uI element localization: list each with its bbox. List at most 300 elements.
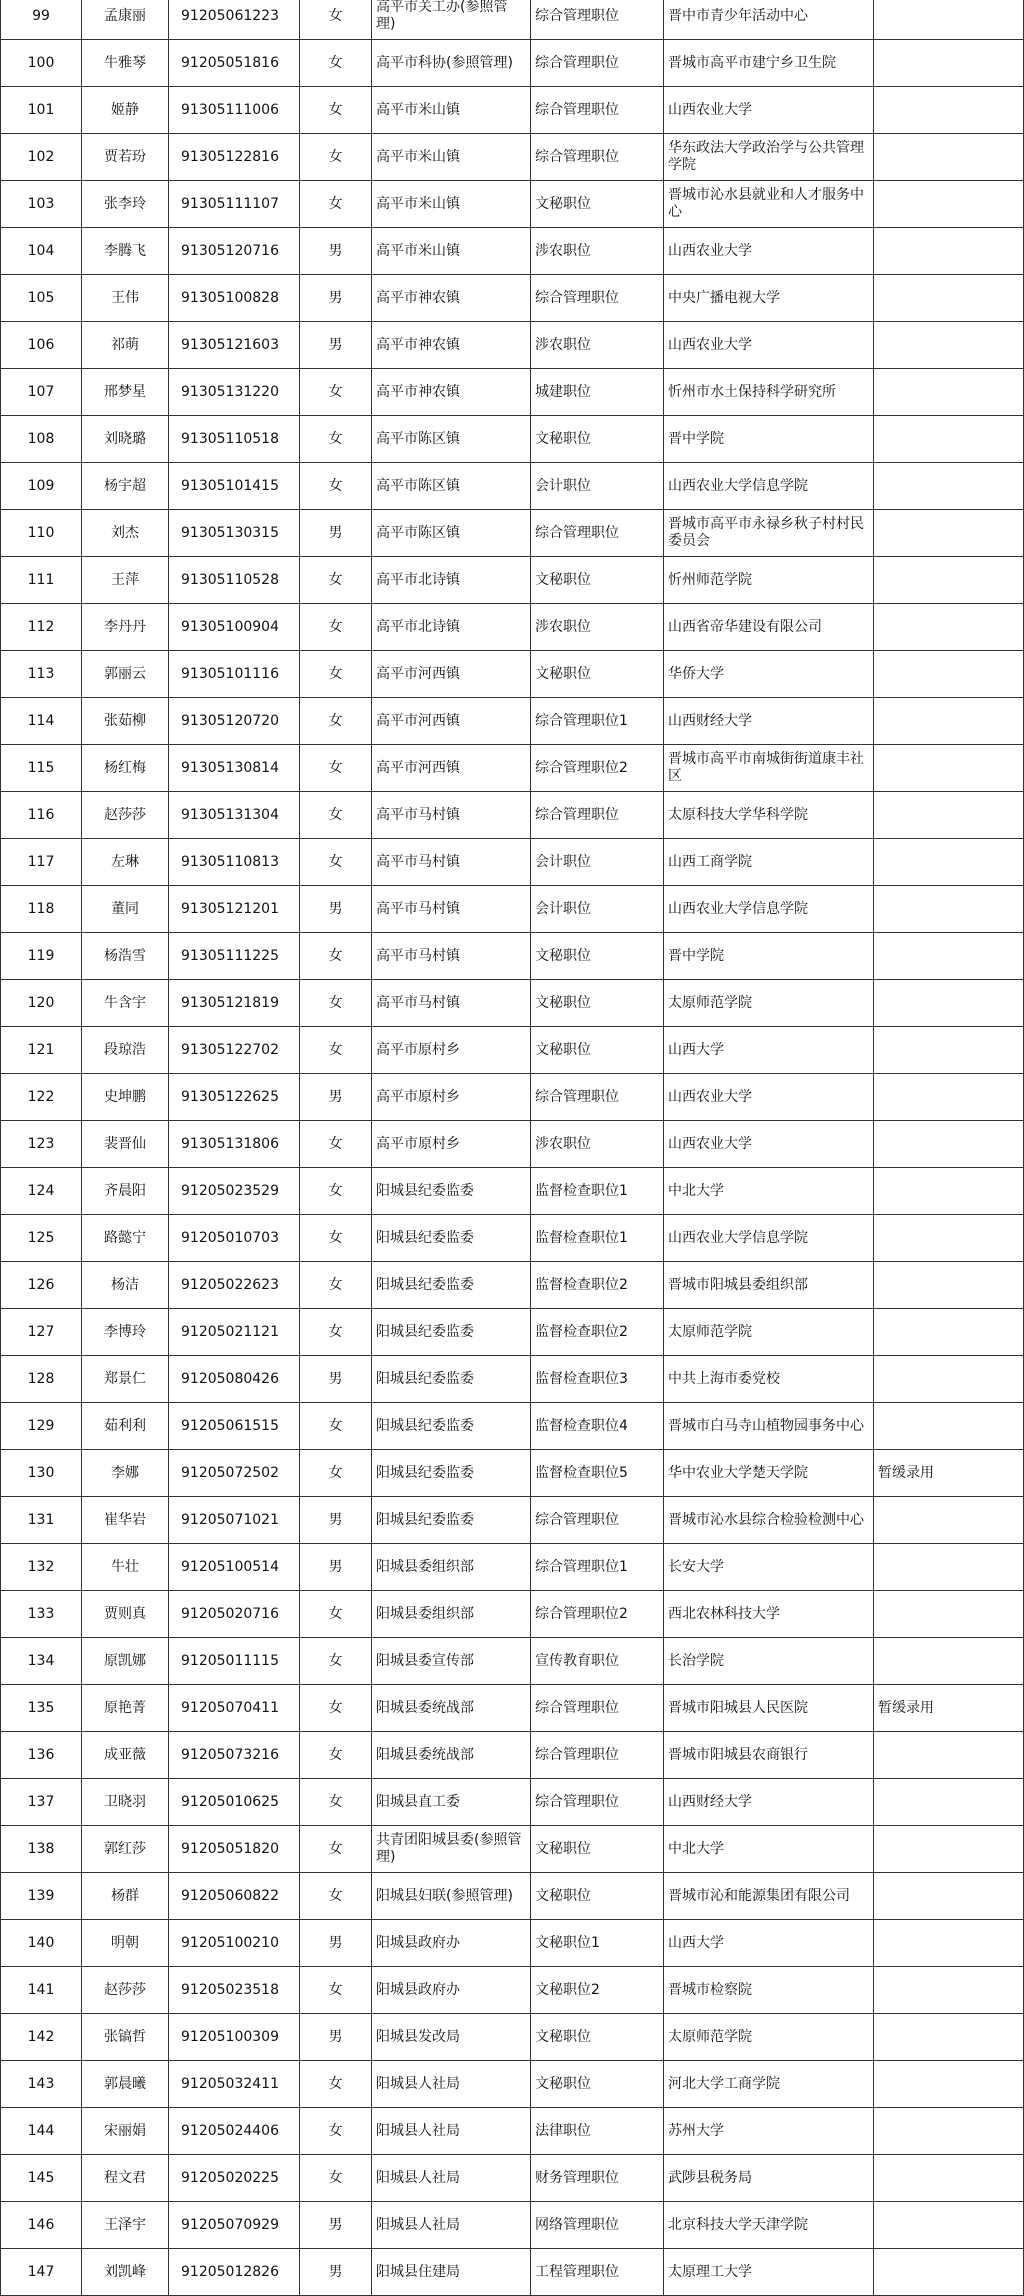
employer-unit-cell: 高平市关工办(参照管理) xyxy=(372,0,531,40)
employer-unit-cell: 阳城县人社局 xyxy=(372,2202,531,2249)
row-number-cell: 105 xyxy=(1,275,82,322)
exam-id-cell: 91305121201 xyxy=(169,886,300,933)
school-or-workplace-cell: 太原科技大学华科学院 xyxy=(664,792,874,839)
employer-unit-cell: 高平市米山镇 xyxy=(372,87,531,134)
remark-cell xyxy=(874,2061,1024,2108)
exam-id-cell: 91205071021 xyxy=(169,1497,300,1544)
remark-cell xyxy=(874,322,1024,369)
school-or-workplace-cell: 晋城市阳城县人民医院 xyxy=(664,1685,874,1732)
remark-cell xyxy=(874,40,1024,87)
candidate-name-cell: 贾则真 xyxy=(82,1591,169,1638)
gender-cell: 女 xyxy=(300,792,372,839)
school-or-workplace-cell: 长治学院 xyxy=(664,1638,874,1685)
row-number-cell: 116 xyxy=(1,792,82,839)
remark-cell xyxy=(874,134,1024,181)
candidate-name-cell: 王泽宇 xyxy=(82,2202,169,2249)
gender-cell: 女 xyxy=(300,1262,372,1309)
position-cell: 监督检查职位4 xyxy=(531,1403,664,1450)
remark-cell xyxy=(874,886,1024,933)
exam-id-cell: 91205024406 xyxy=(169,2108,300,2155)
employer-unit-cell: 阳城县纪委监委 xyxy=(372,1356,531,1403)
exam-id-cell: 91205070411 xyxy=(169,1685,300,1732)
row-number-cell: 144 xyxy=(1,2108,82,2155)
table-row xyxy=(1,1779,1024,1826)
remark-cell xyxy=(874,2014,1024,2061)
exam-id-cell: 91205011115 xyxy=(169,1638,300,1685)
gender-cell: 女 xyxy=(300,0,372,40)
gender-cell: 女 xyxy=(300,2108,372,2155)
remark-cell xyxy=(874,1356,1024,1403)
school-or-workplace-cell: 晋城市沁水县就业和人才服务中心 xyxy=(664,181,874,228)
gender-cell: 女 xyxy=(300,1591,372,1638)
employer-unit-cell: 高平市河西镇 xyxy=(372,651,531,698)
table-row xyxy=(1,275,1024,322)
candidate-name-cell: 左琳 xyxy=(82,839,169,886)
row-number-cell: 136 xyxy=(1,1732,82,1779)
position-cell: 综合管理职位 xyxy=(531,1732,664,1779)
school-or-workplace-cell: 华中农业大学楚天学院 xyxy=(664,1450,874,1497)
row-number-cell: 99 xyxy=(1,0,82,40)
school-or-workplace-cell: 苏州大学 xyxy=(664,2108,874,2155)
school-or-workplace-cell: 山西农业大学信息学院 xyxy=(664,886,874,933)
exam-id-cell: 91305131806 xyxy=(169,1121,300,1168)
remark-cell xyxy=(874,1262,1024,1309)
row-number-cell: 146 xyxy=(1,2202,82,2249)
candidate-name-cell: 成亚薇 xyxy=(82,1732,169,1779)
remark-cell xyxy=(874,2155,1024,2202)
row-number-cell: 117 xyxy=(1,839,82,886)
school-or-workplace-cell: 中北大学 xyxy=(664,1826,874,1873)
table-row xyxy=(1,1074,1024,1121)
employer-unit-cell: 高平市原村乡 xyxy=(372,1074,531,1121)
table-row xyxy=(1,557,1024,604)
position-cell: 文秘职位1 xyxy=(531,1920,664,1967)
gender-cell: 女 xyxy=(300,745,372,792)
exam-id-cell: 91305111107 xyxy=(169,181,300,228)
school-or-workplace-cell: 太原师范学院 xyxy=(664,1309,874,1356)
remark-cell xyxy=(874,369,1024,416)
candidate-name-cell: 李博玲 xyxy=(82,1309,169,1356)
table-row xyxy=(1,2108,1024,2155)
exam-id-cell: 91305120720 xyxy=(169,698,300,745)
candidate-name-cell: 李腾飞 xyxy=(82,228,169,275)
candidate-name-cell: 董同 xyxy=(82,886,169,933)
gender-cell: 男 xyxy=(300,1074,372,1121)
remark-cell xyxy=(874,1027,1024,1074)
school-or-workplace-cell: 晋城市阳城县委组织部 xyxy=(664,1262,874,1309)
school-or-workplace-cell: 西北农林科技大学 xyxy=(664,1591,874,1638)
employer-unit-cell: 阳城县纪委监委 xyxy=(372,1309,531,1356)
row-number-cell: 124 xyxy=(1,1168,82,1215)
row-number-cell: 126 xyxy=(1,1262,82,1309)
remark-cell xyxy=(874,275,1024,322)
gender-cell: 女 xyxy=(300,1826,372,1873)
candidate-name-cell: 牛雅琴 xyxy=(82,40,169,87)
candidate-name-cell: 卫晓羽 xyxy=(82,1779,169,1826)
candidate-name-cell: 邢梦星 xyxy=(82,369,169,416)
candidate-name-cell: 裴晋仙 xyxy=(82,1121,169,1168)
table-row xyxy=(1,1356,1024,1403)
row-number-cell: 101 xyxy=(1,87,82,134)
school-or-workplace-cell: 山西农业大学信息学院 xyxy=(664,463,874,510)
row-number-cell: 140 xyxy=(1,1920,82,1967)
employer-unit-cell: 高平市马村镇 xyxy=(372,839,531,886)
table-row xyxy=(1,181,1024,228)
gender-cell: 女 xyxy=(300,698,372,745)
table-row xyxy=(1,604,1024,651)
school-or-workplace-cell: 河北大学工商学院 xyxy=(664,2061,874,2108)
table-row xyxy=(1,1638,1024,1685)
school-or-workplace-cell: 长安大学 xyxy=(664,1544,874,1591)
gender-cell: 女 xyxy=(300,2061,372,2108)
employer-unit-cell: 阳城县人社局 xyxy=(372,2108,531,2155)
candidate-name-cell: 杨浩雪 xyxy=(82,933,169,980)
table-row xyxy=(1,933,1024,980)
row-number-cell: 119 xyxy=(1,933,82,980)
position-cell: 网络管理职位 xyxy=(531,2202,664,2249)
employer-unit-cell: 阳城县纪委监委 xyxy=(372,1168,531,1215)
employer-unit-cell: 共青团阳城县委(参照管理) xyxy=(372,1826,531,1873)
table-row xyxy=(1,1826,1024,1873)
gender-cell: 女 xyxy=(300,1638,372,1685)
position-cell: 综合管理职位2 xyxy=(531,745,664,792)
row-number-cell: 129 xyxy=(1,1403,82,1450)
gender-cell: 女 xyxy=(300,651,372,698)
row-number-cell: 108 xyxy=(1,416,82,463)
remark-cell xyxy=(874,510,1024,557)
exam-id-cell: 91305110813 xyxy=(169,839,300,886)
candidate-name-cell: 赵莎莎 xyxy=(82,792,169,839)
gender-cell: 女 xyxy=(300,1685,372,1732)
school-or-workplace-cell: 晋城市高平市永禄乡秋子村村民委员会 xyxy=(664,510,874,557)
candidate-name-cell: 程文君 xyxy=(82,2155,169,2202)
position-cell: 监督检查职位5 xyxy=(531,1450,664,1497)
position-cell: 文秘职位 xyxy=(531,1027,664,1074)
employer-unit-cell: 高平市米山镇 xyxy=(372,181,531,228)
remark-cell xyxy=(874,1403,1024,1450)
gender-cell: 女 xyxy=(300,1121,372,1168)
exam-id-cell: 91205032411 xyxy=(169,2061,300,2108)
employer-unit-cell: 阳城县委组织部 xyxy=(372,1544,531,1591)
candidate-name-cell: 杨群 xyxy=(82,1873,169,1920)
employer-unit-cell: 高平市神农镇 xyxy=(372,369,531,416)
school-or-workplace-cell: 山西农业大学 xyxy=(664,228,874,275)
candidate-name-cell: 张李玲 xyxy=(82,181,169,228)
remark-cell xyxy=(874,557,1024,604)
remark-cell: 暂缓录用 xyxy=(874,1450,1024,1497)
school-or-workplace-cell: 晋城市高平市南城街街道康丰社区 xyxy=(664,745,874,792)
school-or-workplace-cell: 山西农业大学 xyxy=(664,1074,874,1121)
position-cell: 会计职位 xyxy=(531,839,664,886)
position-cell: 监督检查职位3 xyxy=(531,1356,664,1403)
table-row xyxy=(1,792,1024,839)
row-number-cell: 137 xyxy=(1,1779,82,1826)
school-or-workplace-cell: 中北大学 xyxy=(664,1168,874,1215)
employer-unit-cell: 阳城县委组织部 xyxy=(372,1591,531,1638)
exam-id-cell: 91305111225 xyxy=(169,933,300,980)
exam-id-cell: 91305110518 xyxy=(169,416,300,463)
candidate-name-cell: 王伟 xyxy=(82,275,169,322)
gender-cell: 女 xyxy=(300,604,372,651)
exam-id-cell: 91205060822 xyxy=(169,1873,300,1920)
school-or-workplace-cell: 山西农业大学信息学院 xyxy=(664,1215,874,1262)
gender-cell: 男 xyxy=(300,2202,372,2249)
school-or-workplace-cell: 晋中学院 xyxy=(664,933,874,980)
table-row xyxy=(1,698,1024,745)
table-row xyxy=(1,839,1024,886)
candidate-name-cell: 姬静 xyxy=(82,87,169,134)
employer-unit-cell: 阳城县直工委 xyxy=(372,1779,531,1826)
exam-id-cell: 91205051816 xyxy=(169,40,300,87)
table-row xyxy=(1,40,1024,87)
exam-id-cell: 91205080426 xyxy=(169,1356,300,1403)
gender-cell: 女 xyxy=(300,1027,372,1074)
position-cell: 综合管理职位 xyxy=(531,40,664,87)
row-number-cell: 113 xyxy=(1,651,82,698)
table-row xyxy=(1,1544,1024,1591)
exam-id-cell: 91205070929 xyxy=(169,2202,300,2249)
exam-id-cell: 91305101415 xyxy=(169,463,300,510)
remark-cell xyxy=(874,1732,1024,1779)
school-or-workplace-cell: 华东政法大学政治学与公共管理学院 xyxy=(664,134,874,181)
row-number-cell: 131 xyxy=(1,1497,82,1544)
employer-unit-cell: 阳城县纪委监委 xyxy=(372,1215,531,1262)
position-cell: 工程管理职位 xyxy=(531,2249,664,2296)
table-row xyxy=(1,463,1024,510)
school-or-workplace-cell: 山西财经大学 xyxy=(664,1779,874,1826)
row-number-cell: 141 xyxy=(1,1967,82,2014)
table-row xyxy=(1,1168,1024,1215)
row-number-cell: 128 xyxy=(1,1356,82,1403)
exam-id-cell: 91305120716 xyxy=(169,228,300,275)
exam-id-cell: 91205051820 xyxy=(169,1826,300,1873)
exam-id-cell: 91305131304 xyxy=(169,792,300,839)
exam-id-cell: 91205020716 xyxy=(169,1591,300,1638)
position-cell: 宣传教育职位 xyxy=(531,1638,664,1685)
employer-unit-cell: 高平市陈区镇 xyxy=(372,416,531,463)
position-cell: 综合管理职位 xyxy=(531,792,664,839)
position-cell: 文秘职位 xyxy=(531,181,664,228)
exam-id-cell: 91205100514 xyxy=(169,1544,300,1591)
table-row xyxy=(1,416,1024,463)
employer-unit-cell: 阳城县委统战部 xyxy=(372,1685,531,1732)
candidate-name-cell: 牛壮 xyxy=(82,1544,169,1591)
candidate-name-cell: 刘晓璐 xyxy=(82,416,169,463)
table-row xyxy=(1,1685,1024,1732)
exam-id-cell: 91305101116 xyxy=(169,651,300,698)
candidate-name-cell: 齐晨阳 xyxy=(82,1168,169,1215)
row-number-cell: 121 xyxy=(1,1027,82,1074)
table-row xyxy=(1,1497,1024,1544)
table-row xyxy=(1,1403,1024,1450)
gender-cell: 女 xyxy=(300,980,372,1027)
remark-cell xyxy=(874,604,1024,651)
exam-id-cell: 91305122702 xyxy=(169,1027,300,1074)
candidate-name-cell: 杨红梅 xyxy=(82,745,169,792)
table-row xyxy=(1,1920,1024,1967)
position-cell: 综合管理职位1 xyxy=(531,698,664,745)
position-cell: 涉农职位 xyxy=(531,1121,664,1168)
row-number-cell: 133 xyxy=(1,1591,82,1638)
exam-id-cell: 91305100904 xyxy=(169,604,300,651)
employer-unit-cell: 高平市北诗镇 xyxy=(372,557,531,604)
remark-cell xyxy=(874,839,1024,886)
position-cell: 综合管理职位 xyxy=(531,1497,664,1544)
employer-unit-cell: 阳城县纪委监委 xyxy=(372,1497,531,1544)
table-row xyxy=(1,745,1024,792)
employer-unit-cell: 阳城县发改局 xyxy=(372,2014,531,2061)
school-or-workplace-cell: 山西大学 xyxy=(664,1920,874,1967)
row-number-cell: 142 xyxy=(1,2014,82,2061)
remark-cell xyxy=(874,1215,1024,1262)
candidate-name-cell: 李娜 xyxy=(82,1450,169,1497)
candidate-name-cell: 宋丽娟 xyxy=(82,2108,169,2155)
row-number-cell: 125 xyxy=(1,1215,82,1262)
exam-id-cell: 91205022623 xyxy=(169,1262,300,1309)
candidate-name-cell: 李丹丹 xyxy=(82,604,169,651)
position-cell: 综合管理职位 xyxy=(531,1685,664,1732)
candidate-name-cell: 原艳菁 xyxy=(82,1685,169,1732)
gender-cell: 女 xyxy=(300,181,372,228)
exam-id-cell: 91305131220 xyxy=(169,369,300,416)
row-number-cell: 143 xyxy=(1,2061,82,2108)
row-number-cell: 127 xyxy=(1,1309,82,1356)
table-row xyxy=(1,322,1024,369)
row-number-cell: 111 xyxy=(1,557,82,604)
exam-id-cell: 91205010703 xyxy=(169,1215,300,1262)
school-or-workplace-cell: 武陟县税务局 xyxy=(664,2155,874,2202)
employer-unit-cell: 高平市原村乡 xyxy=(372,1027,531,1074)
position-cell: 涉农职位 xyxy=(531,322,664,369)
exam-id-cell: 91205023518 xyxy=(169,1967,300,2014)
candidate-name-cell: 张镐哲 xyxy=(82,2014,169,2061)
table-row xyxy=(1,1215,1024,1262)
table-row xyxy=(1,651,1024,698)
candidate-name-cell: 张茹柳 xyxy=(82,698,169,745)
position-cell: 文秘职位2 xyxy=(531,1967,664,2014)
exam-id-cell: 91305130315 xyxy=(169,510,300,557)
row-number-cell: 122 xyxy=(1,1074,82,1121)
table-row xyxy=(1,0,1024,40)
table-row xyxy=(1,87,1024,134)
position-cell: 综合管理职位 xyxy=(531,0,664,40)
candidate-name-cell: 郭晨曦 xyxy=(82,2061,169,2108)
employer-unit-cell: 高平市陈区镇 xyxy=(372,463,531,510)
exam-id-cell: 91305122816 xyxy=(169,134,300,181)
school-or-workplace-cell: 山西省帝华建设有限公司 xyxy=(664,604,874,651)
position-cell: 财务管理职位 xyxy=(531,2155,664,2202)
school-or-workplace-cell: 晋城市白马寺山植物园事务中心 xyxy=(664,1403,874,1450)
employer-unit-cell: 高平市米山镇 xyxy=(372,134,531,181)
row-number-cell: 120 xyxy=(1,980,82,1027)
position-cell: 监督检查职位1 xyxy=(531,1215,664,1262)
remark-cell xyxy=(874,1779,1024,1826)
remark-cell: 暂缓录用 xyxy=(874,1685,1024,1732)
table-row xyxy=(1,2155,1024,2202)
remark-cell xyxy=(874,1638,1024,1685)
remark-cell xyxy=(874,980,1024,1027)
candidate-name-cell: 孟康丽 xyxy=(82,0,169,40)
position-cell: 涉农职位 xyxy=(531,228,664,275)
exam-id-cell: 91205021121 xyxy=(169,1309,300,1356)
row-number-cell: 102 xyxy=(1,134,82,181)
gender-cell: 女 xyxy=(300,1168,372,1215)
row-number-cell: 110 xyxy=(1,510,82,557)
position-cell: 监督检查职位2 xyxy=(531,1309,664,1356)
remark-cell xyxy=(874,416,1024,463)
position-cell: 文秘职位 xyxy=(531,2061,664,2108)
row-number-cell: 115 xyxy=(1,745,82,792)
school-or-workplace-cell: 晋城市高平市建宁乡卫生院 xyxy=(664,40,874,87)
remark-cell xyxy=(874,1826,1024,1873)
gender-cell: 女 xyxy=(300,1967,372,2014)
school-or-workplace-cell: 山西农业大学 xyxy=(664,87,874,134)
employer-unit-cell: 阳城县妇联(参照管理) xyxy=(372,1873,531,1920)
employer-unit-cell: 高平市马村镇 xyxy=(372,886,531,933)
table-row xyxy=(1,2061,1024,2108)
exam-id-cell: 91205072502 xyxy=(169,1450,300,1497)
table-row xyxy=(1,1967,1024,2014)
school-or-workplace-cell: 山西财经大学 xyxy=(664,698,874,745)
employer-unit-cell: 阳城县纪委监委 xyxy=(372,1450,531,1497)
position-cell: 综合管理职位 xyxy=(531,510,664,557)
candidate-name-cell: 史坤鹏 xyxy=(82,1074,169,1121)
gender-cell: 男 xyxy=(300,322,372,369)
exam-id-cell: 91305121603 xyxy=(169,322,300,369)
remark-cell xyxy=(874,87,1024,134)
position-cell: 监督检查职位1 xyxy=(531,1168,664,1215)
row-number-cell: 147 xyxy=(1,2249,82,2296)
gender-cell: 男 xyxy=(300,1356,372,1403)
table-row xyxy=(1,1732,1024,1779)
exam-id-cell: 91205061515 xyxy=(169,1403,300,1450)
table-row xyxy=(1,1027,1024,1074)
position-cell: 监督检查职位2 xyxy=(531,1262,664,1309)
school-or-workplace-cell: 中共上海市委党校 xyxy=(664,1356,874,1403)
candidate-name-cell: 贾若玢 xyxy=(82,134,169,181)
gender-cell: 女 xyxy=(300,87,372,134)
gender-cell: 女 xyxy=(300,134,372,181)
row-number-cell: 138 xyxy=(1,1826,82,1873)
exam-id-cell: 91305122625 xyxy=(169,1074,300,1121)
table-row xyxy=(1,2249,1024,2296)
table-row xyxy=(1,886,1024,933)
position-cell: 涉农职位 xyxy=(531,604,664,651)
table-row xyxy=(1,369,1024,416)
exam-id-cell: 91205012826 xyxy=(169,2249,300,2296)
gender-cell: 女 xyxy=(300,2155,372,2202)
row-number-cell: 109 xyxy=(1,463,82,510)
gender-cell: 男 xyxy=(300,275,372,322)
remark-cell xyxy=(874,1873,1024,1920)
table-row xyxy=(1,1309,1024,1356)
table-row xyxy=(1,1121,1024,1168)
position-cell: 文秘职位 xyxy=(531,933,664,980)
school-or-workplace-cell: 太原师范学院 xyxy=(664,2014,874,2061)
candidate-name-cell: 原凯娜 xyxy=(82,1638,169,1685)
employer-unit-cell: 高平市北诗镇 xyxy=(372,604,531,651)
position-cell: 综合管理职位1 xyxy=(531,1544,664,1591)
gender-cell: 女 xyxy=(300,1732,372,1779)
table-row xyxy=(1,2014,1024,2061)
school-or-workplace-cell: 山西农业大学 xyxy=(664,322,874,369)
remark-cell xyxy=(874,651,1024,698)
employer-unit-cell: 阳城县人社局 xyxy=(372,2155,531,2202)
school-or-workplace-cell: 山西大学 xyxy=(664,1027,874,1074)
position-cell: 综合管理职位 xyxy=(531,87,664,134)
row-number-cell: 104 xyxy=(1,228,82,275)
gender-cell: 女 xyxy=(300,1215,372,1262)
